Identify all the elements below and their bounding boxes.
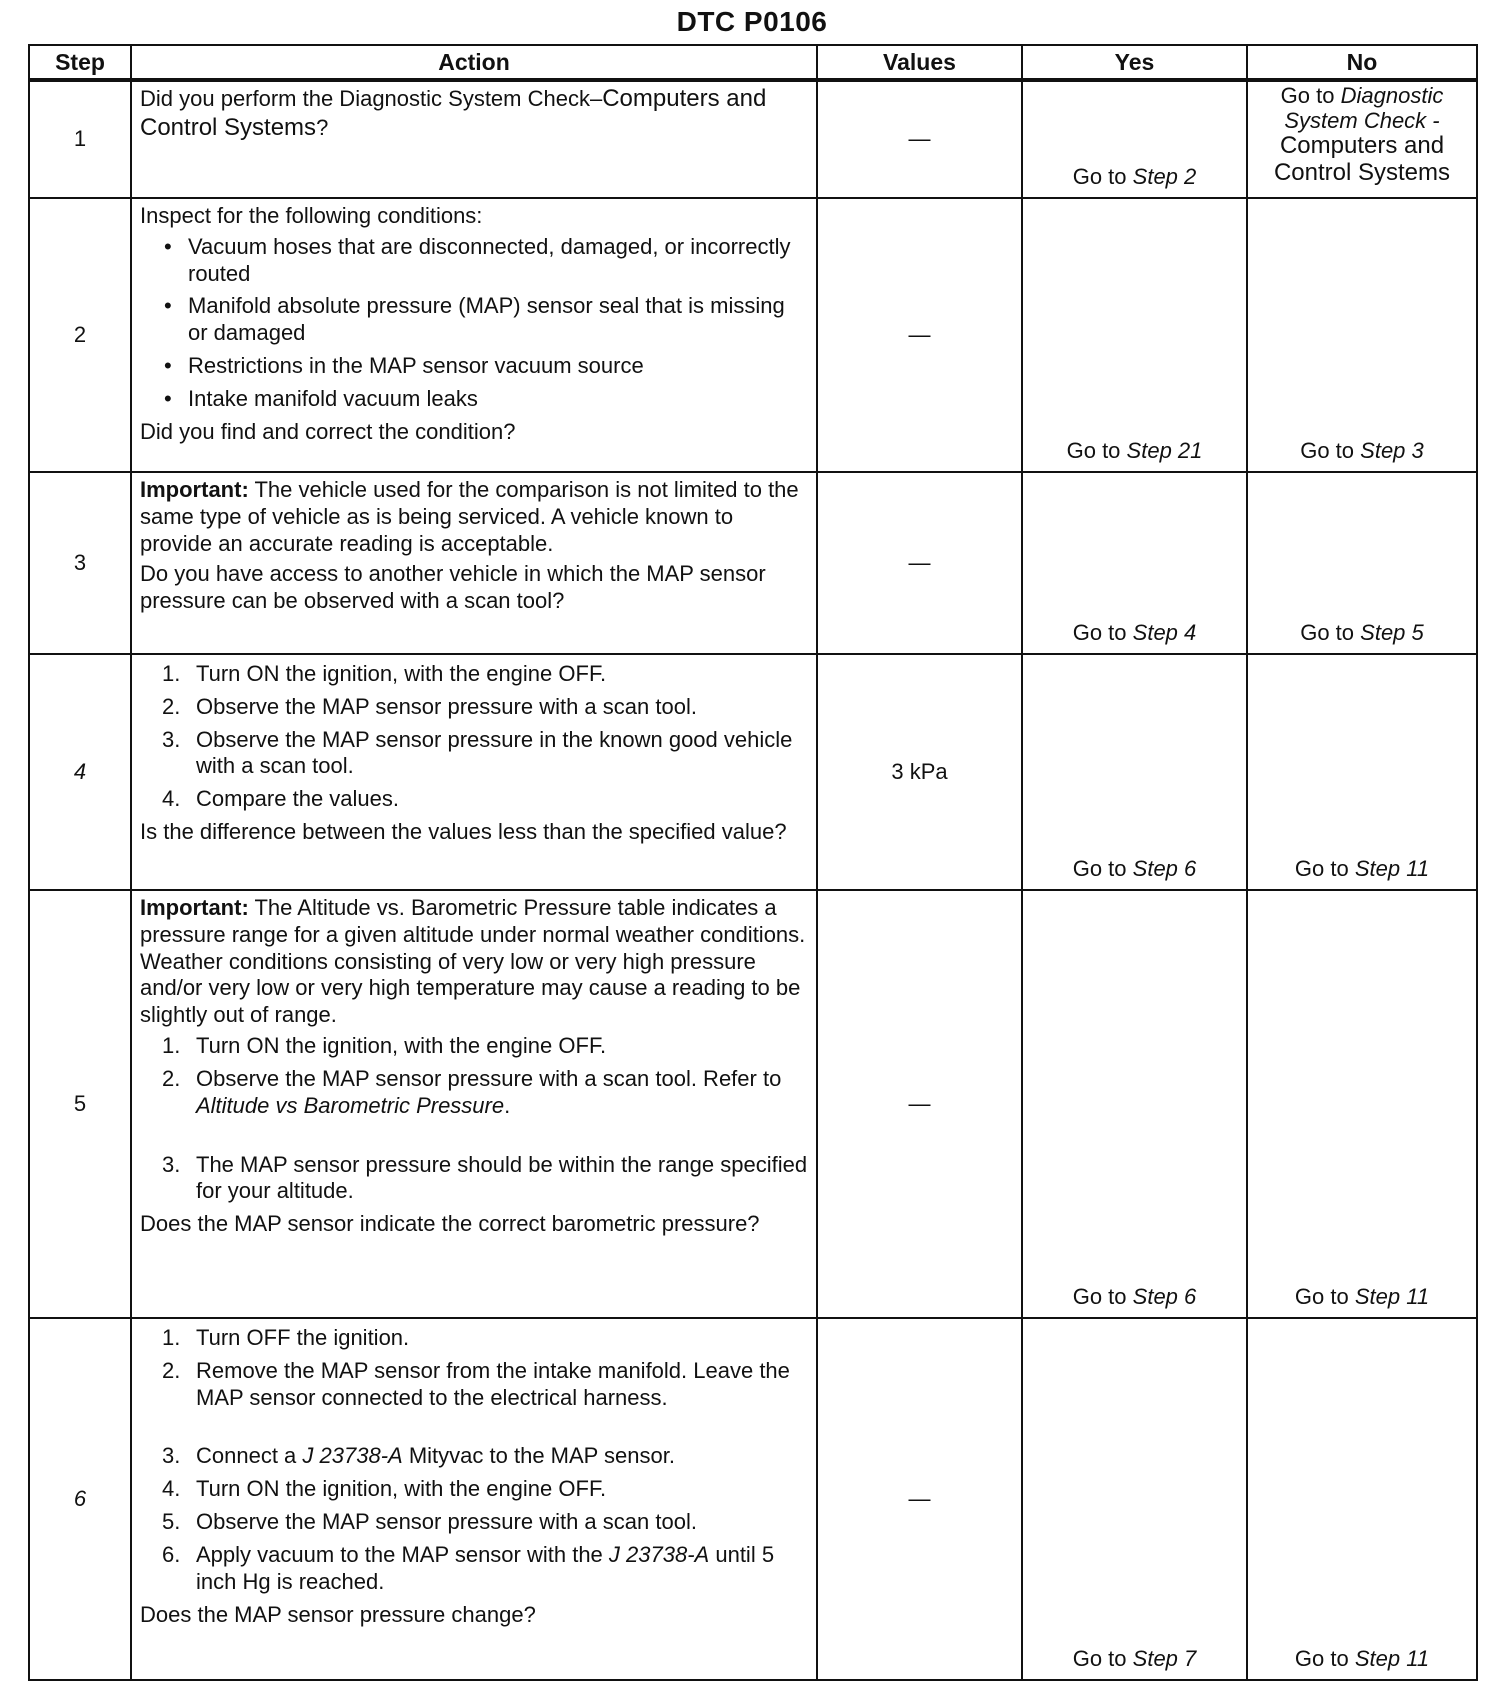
action-cell <box>131 472 817 654</box>
values-cell: — <box>817 472 1022 654</box>
yes-cell <box>1022 654 1247 890</box>
step-number: 5 <box>29 890 131 1318</box>
no-cell <box>1247 198 1477 472</box>
column-header-values: Values <box>817 45 1022 80</box>
list-item: 5. Observe the MAP sensor pressure with a scan tool. <box>162 1509 697 1535</box>
list-item: 4. Compare the values. <box>162 786 399 812</box>
yes-cell <box>1022 1318 1247 1680</box>
goto-text: Go to <box>1300 620 1355 646</box>
tool-reference[interactable]: J 23738-A <box>302 1443 403 1469</box>
goto-text: Go to <box>1072 164 1127 190</box>
action-question: Does the MAP sensor indicate the correct barometric pressure? <box>140 1211 760 1237</box>
step-number: 4 <box>29 654 131 890</box>
no-cell <box>1247 654 1477 890</box>
goto-text: Go to <box>1072 1284 1127 1310</box>
procedure-link[interactable]: Diagnostic System Check - <box>1284 83 1444 133</box>
diagnostic-table <box>28 44 1478 1681</box>
action-intro: Inspect for the following conditions: <box>140 203 483 228</box>
action-text: Did you perform the Diagnostic System Check– <box>140 86 603 111</box>
step-number: 3 <box>29 472 131 654</box>
goto-text: Go to <box>1300 438 1355 464</box>
column-header-no: No <box>1247 45 1477 80</box>
list-item: 1. Turn OFF the ignition. <box>162 1325 410 1350</box>
step-link[interactable]: Step 11 <box>1354 1284 1430 1310</box>
action-cell <box>131 654 817 890</box>
step-link[interactable]: Step 5 <box>1360 620 1424 646</box>
list-item: • Manifold absolute pressure (MAP) sensor seal that is missing or damaged <box>164 293 785 346</box>
list-item: 6. Apply vacuum to the MAP sensor with the J 23738-A until 5 inch Hg is reached. <box>162 1541 775 1594</box>
procedure-list <box>140 661 808 813</box>
important-label: Important: <box>140 895 249 920</box>
step-link[interactable]: Step 21 <box>1126 438 1203 464</box>
no-cell <box>1247 890 1477 1318</box>
values-cell: — <box>817 198 1022 472</box>
action-text-end: ? <box>316 115 329 141</box>
goto-text: Go to <box>1066 438 1121 464</box>
yes-cell <box>1022 472 1247 654</box>
no-cell <box>1247 1318 1477 1680</box>
tool-reference[interactable]: J 23738-A <box>608 1541 710 1567</box>
step-link[interactable]: Step 11 <box>1354 1646 1430 1672</box>
column-header-step: Step <box>29 45 131 80</box>
step-link[interactable]: Step 6 <box>1132 1284 1197 1310</box>
list-item: 3. The MAP sensor pressure should be within the range specified for your altitude. <box>162 1151 808 1204</box>
goto-text: Go to <box>1294 1646 1349 1672</box>
column-header-yes: Yes <box>1022 45 1247 80</box>
action-question: Did you find and correct the condition? <box>140 418 516 444</box>
list-item: 1. Turn ON the ignition, with the engine OFF. <box>162 661 607 686</box>
step-link[interactable]: Step 3 <box>1360 438 1424 464</box>
goto-text: Go to <box>1072 620 1127 646</box>
important-text: The vehicle used for the comparison is not limited to the same type of vehicle as is being serviced. A vehicle known to provide an accurate reading is acceptable. <box>140 477 799 556</box>
values-cell: — <box>817 890 1022 1318</box>
step-number: 2 <box>29 198 131 472</box>
action-question: Does the MAP sensor pressure change? <box>140 1601 536 1627</box>
step-number: 1 <box>29 80 131 198</box>
action-text-system: Computers and Control Systems <box>140 85 767 142</box>
values-cell: — <box>817 80 1022 198</box>
action-cell <box>131 1318 817 1680</box>
step-link[interactable]: Step 2 <box>1132 164 1197 190</box>
yes-cell <box>1022 890 1247 1318</box>
table-header-row <box>29 45 1477 80</box>
condition-list <box>140 234 808 413</box>
list-item: 2. Observe the MAP sensor pressure with a scan tool. <box>162 693 697 719</box>
action-cell <box>131 198 817 472</box>
list-item: 3. Observe the MAP sensor pressure in the known good vehicle with a scan tool. <box>162 726 793 779</box>
list-item: • Vacuum hoses that are disconnected, damaged, or incorrectly routed <box>164 233 791 286</box>
table-row-step-2 <box>29 198 1477 472</box>
action-question: Is the difference between the values less than the specified value? <box>140 819 787 845</box>
document-title: DTC P0106 <box>676 6 828 37</box>
goto-text: Go to <box>1294 856 1349 882</box>
step-number: 6 <box>29 1318 131 1680</box>
important-note <box>140 895 808 1029</box>
goto-text: Go to <box>1280 83 1335 108</box>
procedure-list <box>140 1033 808 1205</box>
values-cell: 3 kPa <box>817 654 1022 890</box>
step-link[interactable]: Step 4 <box>1132 620 1197 646</box>
table-row-step-4 <box>29 654 1477 890</box>
table-row-step-5 <box>29 890 1477 1318</box>
yes-cell <box>1022 80 1247 198</box>
no-cell <box>1247 80 1477 198</box>
action-cell <box>131 80 817 198</box>
action-question: Do you have access to another vehicle in which the MAP sensor pressure can be observed with a scan tool? <box>140 561 766 614</box>
yes-cell <box>1022 198 1247 472</box>
list-item: 2. Remove the MAP sensor from the intake manifold. Leave the MAP sensor connected to the electrical harness. <box>162 1357 790 1410</box>
step-link[interactable]: Step 7 <box>1132 1646 1197 1672</box>
reference-link[interactable]: Altitude vs Barometric Pressure <box>196 1092 505 1118</box>
list-item: 4. Turn ON the ignition, with the engine OFF. <box>162 1476 607 1502</box>
important-note <box>140 477 808 557</box>
goto-text: Go to <box>1072 1646 1127 1672</box>
step-link[interactable]: Step 6 <box>1132 856 1197 882</box>
goto-text: Go to <box>1294 1284 1349 1310</box>
step-link[interactable]: Step 11 <box>1354 856 1430 882</box>
list-item: • Restrictions in the MAP sensor vacuum source <box>164 353 644 379</box>
procedure-list <box>140 1325 808 1596</box>
important-text: The Altitude vs. Barometric Pressure table indicates a pressure range for a given altitude under normal weather conditions. Weather conditions consisting of very low or very high pressure and/or very low or very high temperature may cause a reading to be slightly out of range. <box>140 895 806 1028</box>
table-row-step-3 <box>29 472 1477 654</box>
list-item: 2. Observe the MAP sensor pressure with a scan tool. Refer to Altitude vs Barometric Pressure. <box>162 1065 782 1118</box>
important-label: Important: <box>140 477 249 502</box>
action-cell <box>131 890 817 1318</box>
goto-text: Go to <box>1072 856 1127 882</box>
list-item: 1. Turn ON the ignition, with the engine OFF. <box>162 1033 607 1059</box>
column-header-action: Action <box>131 45 817 80</box>
list-item: • Intake manifold vacuum leaks <box>164 385 478 411</box>
values-cell: — <box>817 1318 1022 1680</box>
table-row-step-6 <box>29 1318 1477 1680</box>
no-cell <box>1247 472 1477 654</box>
list-item: 3. Connect a J 23738-A Mityvac to the MAP sensor. <box>162 1443 675 1469</box>
table-row-step-1 <box>29 80 1477 198</box>
procedure-link-system[interactable]: Computers and Control Systems <box>1273 132 1451 187</box>
